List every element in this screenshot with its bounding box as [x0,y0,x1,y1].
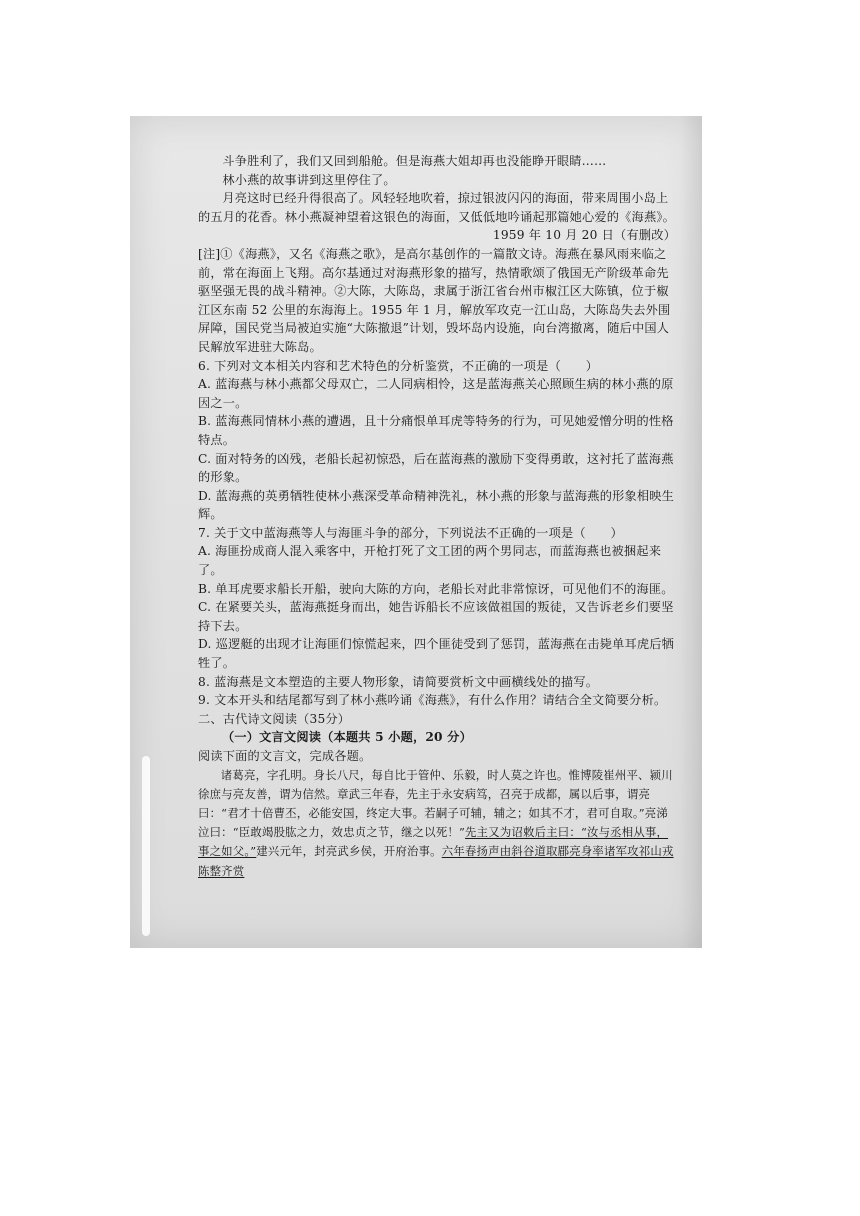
question-7: 7. 关于文中蓝海燕等人与海匪斗争的部分，下列说法不正确的一项是（ ） [198,525,623,540]
underlined-sentence: 先主又为诏敕后主曰：“汝与丞相从事，事之如父。” [198,825,669,859]
classical-passage [198,766,678,881]
option-6a: A. 蓝海燕与林小燕都父母双亡，二人同病相怜，这是蓝海燕关心照顾生病的林小燕的原因之一。 [198,377,674,410]
option-7a: A. 海匪扮成商人混入乘客中，开枪打死了文工团的两个男同志，而蓝海燕也被捆起来了。 [198,544,662,578]
page-edge-shadow [680,116,702,948]
story-paragraph: 林小燕的故事讲到这里停住了。 [222,172,396,187]
option-6b: B. 蓝海燕同情林小燕的遭遇，且十分痛恨单耳虎等特务的行为，可见她爱憎分明的性格特点。 [198,414,674,447]
option-7c: C. 在紧要关头，蓝海燕挺身而出，她告诉船长不应该做祖国的叛徒，又告诉老乡们要坚持下去。 [198,600,674,633]
document-text [198,152,678,881]
section-title: 二、古代诗文阅读（35分） [198,711,351,726]
option-7d: D. 巡逻艇的出现才让海匪们惊慌起来，四个匪徒受到了惩罚，蓝海燕在击毙单耳虎后牺牲了。 [198,637,675,671]
option-6d: D. 蓝海燕的英勇牺牲使林小燕深受革命精神洗礼，林小燕的形象与蓝海燕的形象相映生辉。 [198,488,675,522]
instruction-text: 阅读下面的文言文，完成各题。 [198,749,372,763]
light-glare [142,756,150,936]
question-9: 9. 文本开头和结尾都写到了林小燕吟诵《海燕》，有什么作用？请结合全文简要分析。 [198,693,667,708]
classical-text: 诸葛亮，字孔明。身长八尺，每自比于管仲、乐毅，时人莫之许也。惟博陵崔州平、颍川徐庶与亮友善，谓为信然。章武三年春，先主于永安病笃，召亮于成都，属以后事，谓亮曰：“君才十倍曹丕，必能安国，终定大事。若嗣子可辅，辅之；如其不才，君可自取。”亮涕泣曰：“臣敢竭股肱之力，效忠贞之节，继之以死！” [198,767,673,840]
option-6c: C. 面对特务的凶残，老船长起初惊恐，后在蓝海燕的激励下变得勇敢，这衬托了蓝海燕的形象。 [198,451,674,485]
annotation-note: [注]①《海燕》，又名《海燕之歌》，是高尔基创作的一篇散文诗。海燕在暴风雨来临之前，常在海面上飞翔。高尔基通过对海燕形象的描写，热情歌颂了俄国无产阶级革命先驱坚强无畏的战斗精神。②大陈，大陈岛，隶属于浙江省台州市椒江区大陈镇，位于椒江区东南 52 公里的东海海上。1955 年 1 月，解放军攻克一江山岛，大陈岛失去外围屏障，国民党当局被迫实施“大陈撤退”计划，毁坏岛内设施，向台湾撤离，随后中国人民解放军进驻大陈岛。 [198,246,671,354]
scanned-page-photo [130,116,702,948]
subsection-title: （一）文言文阅读（本题共 5 小题，20 分） [222,730,472,745]
question-6: 6. 下列对文本相关内容和艺术特色的分析鉴赏，不正确的一项是（ ） [198,358,599,373]
option-7b: B. 单耳虎要求船长开船，驶向大陈的方向，老船长对此非常惊讶，可见他们不的海匪。 [198,581,674,596]
question-8: 8. 蓝海燕是文本塑造的主要人物形象，请简要赏析文中画横线处的描写。 [198,674,599,689]
underlined-sentence: 六年春扬声由斜谷道取郿亮身率诸军攻祁山戎陈整齐赏 [198,844,674,878]
classical-text: 建兴元年，封亮武乡侯，开府治事。 [256,844,442,859]
story-paragraph: 斗争胜利了，我们又回到船舱。但是海燕大姐却再也没能睁开眼睛…… [222,154,607,168]
date-line: 1959 年 10 月 20 日（有删改） [492,228,676,243]
story-paragraph: 月亮这时已经升得很高了。风轻轻地吹着，掠过银波闪闪的海面，带来周围小岛上的五月的花香。林小燕凝神望着这银色的海面，又低低地吟诵起那篇她心爱的《海燕》。 [198,191,676,224]
